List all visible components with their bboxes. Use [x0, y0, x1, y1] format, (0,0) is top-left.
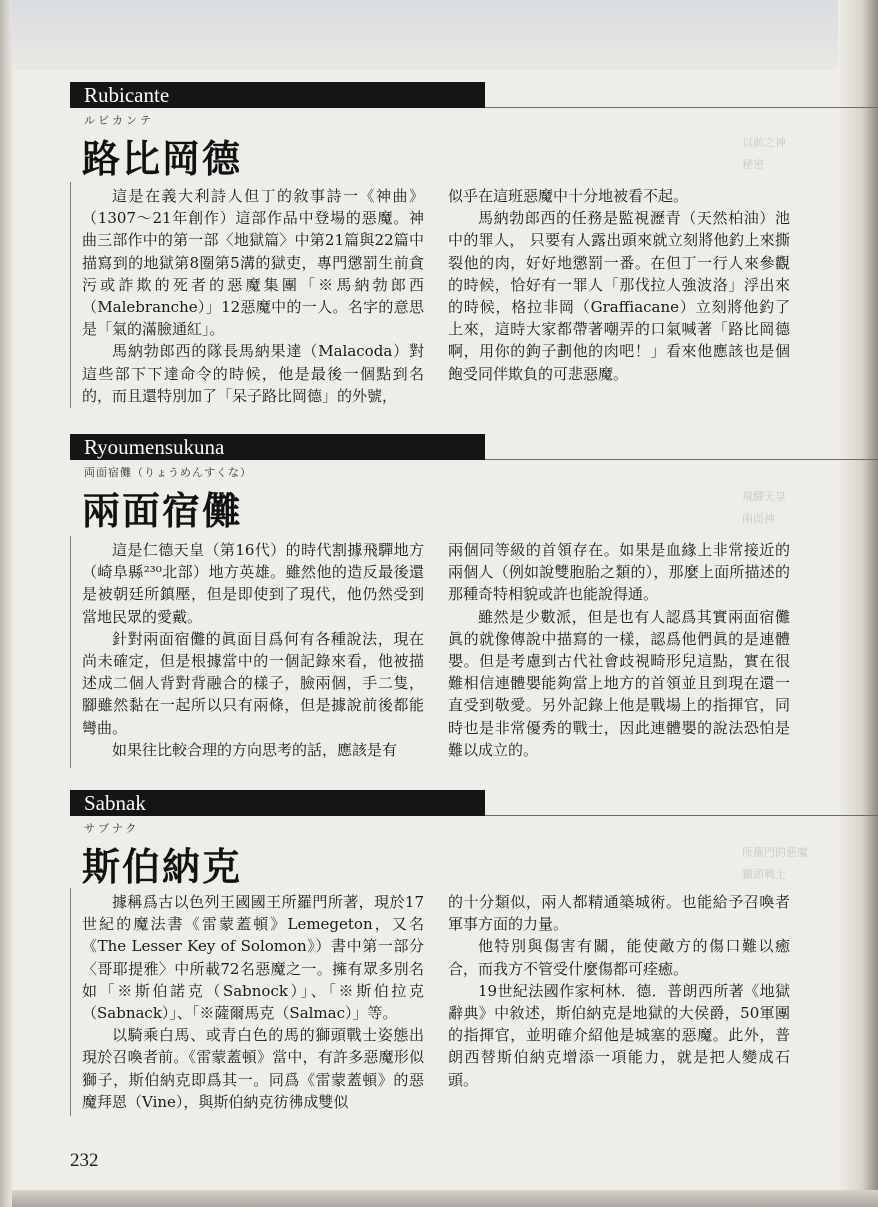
entry-latin-name: Rubicante [70, 82, 485, 108]
paragraph: 雖然是少數派，但是也有人認爲其實兩面宿儺眞的就像傳說中描寫的一樣，認爲他們眞的是連體嬰。但是考慮到古代社會歧視畸形兒這點，實在很難相信連體嬰能夠當上地方的首領並且到現在還一直受到敬愛。另外記錄上他是戰場上的指揮官，同時也是非常優秀的戰士，因此連體嬰的說法恐怕是難以成立的。 [448, 607, 790, 759]
entry-ryoumensukuna [70, 434, 878, 774]
ghost-line: 以前之神 [742, 136, 786, 149]
scan-top-band [12, 0, 878, 70]
column-rule [70, 182, 71, 408]
paragraph: 19世紀法國作家柯林．德．普朗西所著《地獄辭典》中敘述，斯伯納克是地獄的大侯爵，50軍團的指揮官，並明確介紹他是城塞的惡魔。此外，普朗西替斯伯納克增添一項能力，就是把人變成石頭。 [448, 981, 790, 1089]
entry-title: 路比岡德 [82, 137, 243, 181]
entry-kana: 両面宿儺（りょうめんすくな） [84, 466, 252, 479]
entry-latin-name: Ryoumensukuna [70, 434, 485, 460]
left-column [82, 185, 424, 407]
paragraph: 這是仁德天皇（第16代）的時代割據飛驒地方（崎阜縣²³⁰北部）地方英雄。雖然他的造反最後還是被朝廷所鎮壓，但是即使到了現代，他仍然受到當地民眾的愛戴。 [82, 541, 424, 626]
paragraph: 這是在義大利詩人但丁的敘事詩一《神曲》（1307～21年創作）這部作品中登場的惡魔。神曲三部作中的第一部〈地獄篇〉中第21篇與22篇中描寫到的地獄第8圈第5溝的獄吏，專門懲罰生前貪污或詐欺的死者的惡魔集團「※馬納勃郎西（Malebranche）」12惡魔中的一人。名字的意思是「氣的滿臉通紅」。 [82, 187, 424, 339]
ghost-line: 飛驒天皇 [742, 490, 786, 503]
right-column [448, 539, 790, 761]
left-column [82, 539, 424, 761]
column-rule [70, 536, 71, 768]
entry-title: 兩面宿儺 [82, 489, 243, 533]
paragraph: 針對兩面宿儺的眞面目爲何有各種說法，現在尚未確定，但是根據當中的一個記錄來看，他被描述成二個人背對背融合的樣子，臉兩個，手二隻，腳雖然黏在一起所以只有兩條，但是據說前後都能彎曲。 [82, 629, 424, 737]
page-gutter-shadow [0, 0, 14, 1207]
ghost-line: 所羅門的惡魔 [742, 846, 808, 859]
paragraph: 他特別與傷害有關，能使敵方的傷口難以癒合，而我方不管受什麼傷都可痊癒。 [448, 937, 790, 978]
paragraph: 如果往比較合理的方向思考的話，應該是有 [112, 740, 398, 759]
entry-sabnak [70, 790, 878, 1130]
bleed-through-text [742, 486, 842, 530]
header-rule [485, 107, 878, 108]
left-column [82, 891, 424, 1113]
ghost-line: 獅頭戰士 [742, 868, 786, 881]
scan-bottom-band [12, 1190, 878, 1207]
header-rule [485, 815, 878, 816]
right-column [448, 185, 790, 385]
bleed-through-text [742, 842, 842, 886]
bleed-through-text [742, 132, 842, 176]
entry-kana: ルビカンテ [84, 114, 154, 127]
paragraph: 以騎乘白馬、或青白色的馬的獅頭戰士姿態出現於召喚者前。《雷蒙蓋頓》當中，有許多惡魔形似獅子，斯伯納克即爲其一。同爲《雷蒙蓋頓》的惡魔拜恩（Vine），與斯伯納克彷彿成雙似 [82, 1026, 424, 1111]
column-rule [70, 888, 71, 1116]
paragraph: 據稱爲古以色列王國國王所羅門所著，現於17世紀的魔法書《雷蒙蓋頓》Lemegeton，又名《The Lesser Key of Solomon》）書中第一部分〈哥耶提雅〉中所載72名惡魔之一。擁有眾多別名如「※斯伯諾克（Sabnock）」、「※斯伯拉克（Sabnack）」、「※薩爾馬克（Salmac）」等。 [82, 893, 424, 1023]
entry-latin-name: Sabnak [70, 790, 485, 816]
paragraph: 的十分類似，兩人都精通築城術。也能給予召喚者軍事方面的力量。 [448, 893, 790, 934]
paragraph: 似乎在這班惡魔中十分地被看不起。 [448, 187, 689, 205]
paragraph: 兩個同等級的首領存在。如果是血緣上非常接近的兩個人（例如說雙胞胎之類的），那麼上面所描述的那種奇特相貌或許也能說得通。 [448, 541, 790, 604]
paragraph: 馬納勃郎西的任務是監視瀝青（天然柏油）池中的罪人， 只要有人露出頭來就立刻將他釣上來撕裂他的肉，好好地懲罰一番。在但丁一行人來參觀的時候，恰好有一罪人「那伐拉人強波洛」浮出來的時候，格拉非岡（Graffiacane）立刻將他釣了上來，這時大家都帶著嘲弄的口氣喊著「路比岡德啊，用你的鉤子劃他的肉吧！」看來他應該也是個飽受同伴欺負的可悲惡魔。 [448, 209, 790, 383]
entry-title: 斯伯納克 [82, 845, 243, 889]
right-column [448, 891, 790, 1091]
entry-kana: サブナク [84, 822, 140, 835]
ghost-line: 兩面神 [742, 512, 775, 525]
paragraph: 馬納勃郎西的隊長馬納果達（Malacoda）對這些部下下達命令的時候，他是最後一個點到名的，而且還特別加了「呆子路比岡德」的外號， [82, 342, 424, 405]
ghost-line: 秘密 [742, 158, 764, 171]
page-number: 232 [70, 1150, 99, 1171]
header-rule [485, 459, 878, 460]
